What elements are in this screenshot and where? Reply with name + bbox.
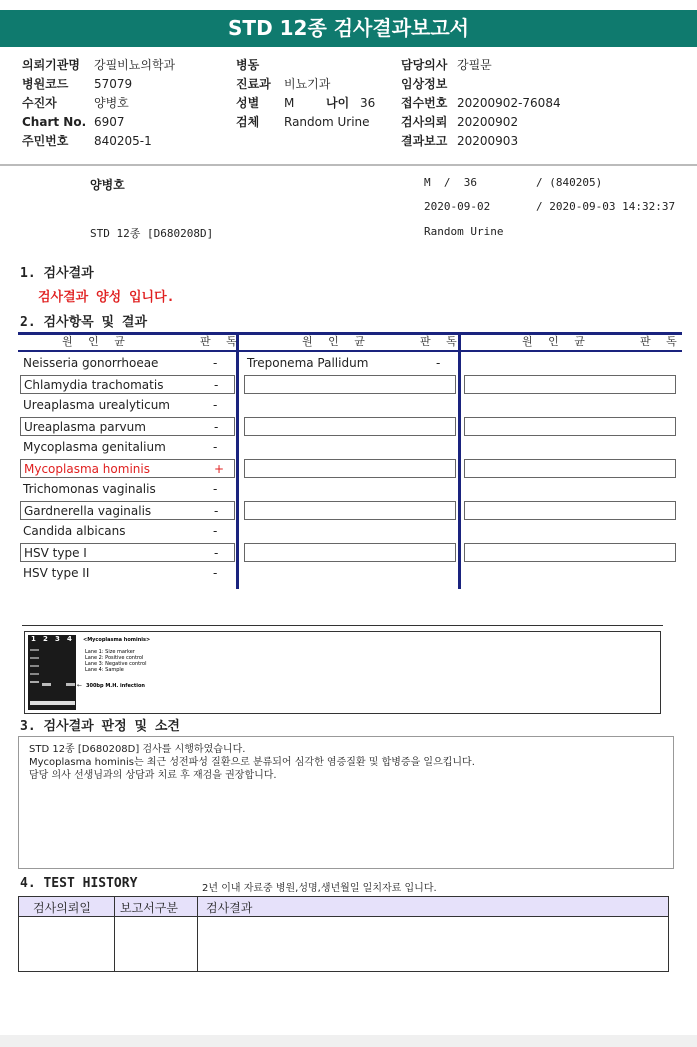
- ward-label: 병동: [236, 58, 260, 72]
- result-row: [20, 438, 235, 457]
- result-row: [244, 354, 456, 373]
- org-value: 강필비뇨의학과: [94, 58, 176, 72]
- chart-value: 6907: [94, 115, 125, 129]
- empty-cell: [464, 543, 676, 562]
- organism-result: -: [213, 524, 218, 538]
- request-label: 검사의뢰: [401, 115, 448, 129]
- col-organism-2: 원 인 균: [302, 335, 371, 348]
- hospcode-label: 병원코드: [22, 77, 69, 91]
- lane-label: 3: [55, 635, 60, 643]
- empty-cell: [464, 501, 676, 520]
- header-col-3: [401, 56, 561, 151]
- section-4-title: 4. TEST HISTORY: [20, 876, 138, 891]
- sex-value: M: [284, 96, 295, 110]
- table-divider-1: [236, 332, 239, 589]
- summary-date-requested: 2020-09-02: [424, 200, 491, 213]
- organism-name: Trichomonas vaginalis: [23, 482, 156, 496]
- dept-value: 비뇨기과: [284, 77, 331, 91]
- section-3-title: 3. 검사결과 판정 및 소견: [20, 719, 180, 734]
- summary-birth: / (840205): [536, 176, 603, 189]
- organism-result: -: [213, 440, 218, 454]
- gel-band-label: 300bp M.H. infection: [86, 683, 145, 689]
- report-title: STD 12종 검사결과보고서: [0, 10, 697, 47]
- marker-band: [30, 673, 39, 675]
- marker-band: [30, 665, 39, 667]
- hospcode-value: 57079: [94, 77, 133, 91]
- findings-box: [18, 736, 674, 869]
- lane-label: 2: [43, 635, 48, 643]
- gel-legend-2: Lane 2: Positive control: [85, 655, 144, 661]
- history-note: 2년 이내 자료중 병원,성명,생년월일 일치자료 입니다.: [202, 883, 437, 894]
- positive-band: [42, 683, 51, 686]
- primer-band: [30, 701, 75, 705]
- result-row: [20, 375, 235, 394]
- table-header-rule: [18, 350, 682, 352]
- history-col-result: 검사결과: [206, 901, 253, 915]
- col-result-3: 판 독: [640, 335, 683, 348]
- section-1-title: 1. 검사결과: [20, 266, 94, 281]
- finding-line: 담당 의사 선생님과의 상담과 치료 후 재검을 권장합니다.: [29, 770, 277, 781]
- age-value: 36: [360, 96, 376, 110]
- arrow-left-icon: ←: [77, 682, 83, 689]
- result-row: [20, 522, 235, 541]
- header-col-2: [236, 56, 375, 132]
- accession-value: 20200902-76084: [457, 96, 561, 110]
- age-label: 나이: [326, 96, 350, 110]
- organism-result: -: [214, 378, 219, 392]
- organism-result: -: [436, 356, 441, 370]
- col-result-2: 판 독: [420, 335, 463, 348]
- col-organism-3: 원 인 균: [522, 335, 591, 348]
- dept-label: 진료과: [236, 77, 271, 91]
- finding-line: Mycoplasma hominis는 최근 성전파성 질환으로 분류되어 심각한 염증질환 및 합병증을 일으킵니다.: [29, 757, 475, 768]
- rrn-value: 840205-1: [94, 134, 152, 148]
- doctor-value: 강필문: [457, 58, 492, 72]
- lane-label: 1: [31, 635, 36, 643]
- org-label: 의뢰기관명: [22, 58, 80, 72]
- organism-name: Neisseria gonorrhoeae: [23, 356, 159, 370]
- header-col-1: [22, 56, 175, 151]
- test-history-table: [18, 896, 669, 972]
- lane-label: 4: [67, 635, 72, 643]
- gel-image-panel: [24, 631, 661, 714]
- accession-label: 접수번호: [401, 96, 448, 110]
- organism-name: Chlamydia trachomatis: [24, 378, 164, 392]
- history-col-type: 보고서구분: [120, 901, 178, 915]
- empty-cell: [244, 543, 456, 562]
- clinical-label: 임상정보: [401, 77, 448, 91]
- summary-name: 양병호: [90, 178, 125, 192]
- table-divider-2: [458, 332, 461, 589]
- empty-cell: [244, 501, 456, 520]
- gel-legend-3: Lane 3: Negative control: [85, 661, 147, 667]
- organism-name: Ureaplasma parvum: [24, 420, 146, 434]
- gel-electrophoresis-image: [28, 635, 76, 710]
- organism-result: -: [214, 546, 219, 560]
- result-row: [20, 564, 235, 583]
- organism-result: -: [214, 420, 219, 434]
- result-row-positive: [20, 459, 235, 478]
- marker-band: [30, 657, 39, 659]
- result-row: [20, 417, 235, 436]
- organism-name: Mycoplasma hominis: [24, 462, 150, 476]
- specimen-value: Random Urine: [284, 115, 370, 129]
- summary-date-reported: / 2020-09-03 14:32:37: [536, 200, 676, 213]
- empty-cell: [244, 375, 456, 394]
- doctor-label: 담당의사: [401, 58, 448, 72]
- organism-result: -: [213, 482, 218, 496]
- gel-title: <Mycoplasma hominis>: [83, 637, 151, 643]
- summary-sex-age: M / 36: [424, 176, 477, 189]
- organism-name: Treponema Pallidum: [247, 356, 369, 370]
- organism-name: Mycoplasma genitalium: [23, 440, 166, 454]
- col-result-1: 판 독: [200, 335, 243, 348]
- finding-line: STD 12종 [D680208D] 검사를 시행하였습니다.: [29, 744, 246, 755]
- organism-result: -: [213, 398, 218, 412]
- marker-band: [30, 649, 39, 651]
- organism-name: Gardnerella vaginalis: [24, 504, 152, 518]
- organism-result: +: [214, 462, 225, 476]
- organism-name: Candida albicans: [23, 524, 126, 538]
- empty-cell: [244, 417, 456, 436]
- rrn-label: 주민번호: [22, 134, 69, 148]
- organism-name: HSV type II: [23, 566, 90, 580]
- result-row: [20, 480, 235, 499]
- history-col-date: 검사의뢰일: [33, 901, 91, 915]
- organism-result: -: [214, 504, 219, 518]
- marker-band: [30, 681, 39, 683]
- report-label: 결과보고: [401, 134, 448, 148]
- patient-label: 수진자: [22, 96, 57, 110]
- request-value: 20200902: [457, 115, 519, 129]
- summary-specimen: Random Urine: [424, 225, 504, 238]
- organism-result: -: [213, 566, 218, 580]
- result-summary: 검사결과 양성 입니다.: [38, 290, 175, 305]
- sample-band: [66, 683, 75, 686]
- patient-value: 양병호: [94, 96, 129, 110]
- result-row: [20, 354, 235, 373]
- gel-legend-1: Lane 1: Size marker: [85, 649, 135, 655]
- empty-cell: [464, 459, 676, 478]
- organism-name: Ureaplasma urealyticum: [23, 398, 170, 412]
- organism-result: -: [213, 356, 218, 370]
- chart-label: Chart No.: [22, 115, 87, 129]
- result-row: [20, 501, 235, 520]
- report-value: 20200903: [457, 134, 519, 148]
- result-row: [20, 543, 235, 562]
- summary-test: STD 12종 [D680208D]: [90, 227, 214, 240]
- specimen-label: 검체: [236, 115, 260, 129]
- col-organism-1: 원 인 균: [62, 335, 131, 348]
- sex-label: 성별: [236, 96, 260, 110]
- image-top-rule: [22, 625, 663, 626]
- empty-cell: [244, 459, 456, 478]
- empty-cell: [464, 375, 676, 394]
- section-2-title: 2. 검사항목 및 결과: [20, 315, 148, 330]
- empty-cell: [464, 417, 676, 436]
- organism-name: HSV type I: [24, 546, 87, 560]
- result-row: [20, 396, 235, 415]
- gel-legend-4: Lane 4: Sample: [85, 667, 124, 673]
- header-separator: [0, 164, 697, 166]
